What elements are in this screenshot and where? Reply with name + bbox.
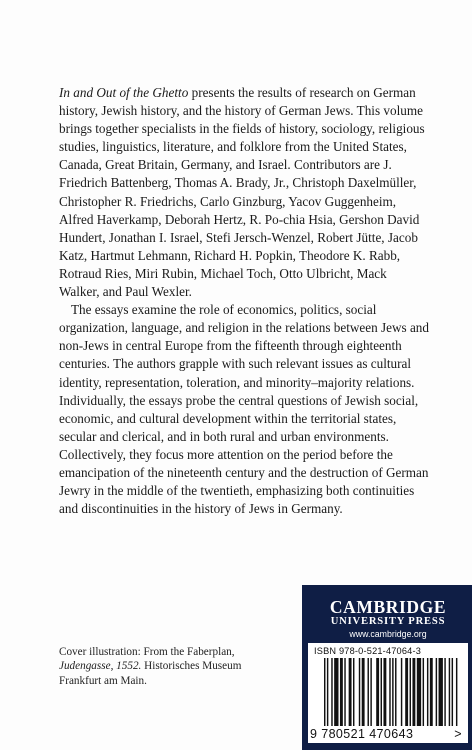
credit-rest: Historisches Museum Frankfurt am Main. [59,660,242,687]
credit-line-1: Cover illustration: From the Faberplan, [59,646,235,658]
cover-illustration-credit [59,645,269,688]
barcode-number: 9 780521 470643 [310,727,414,741]
book-title: In and Out of the Ghetto [59,85,189,100]
publisher-url: www.cambridge.org [349,629,427,639]
barcode-end-mark: > [454,727,462,741]
blurb-paragraph-2: The essays examine the role of economics, politics, social organization, language, and religion in the relations between Jews and non-Jews in central Europe from the fifteenth through eighteenth centuries. The authors grapple with such relevant issues as cultural identity, representation, toleration, and minority–majority relations. Individually, the essays probe the central questions of Jewish social, economic, and cultural development within the territorial states, secular and clerical, and in both rural and urban environments. Collectively, they focus more attention on the period before the emancipation of the nineteenth century and the destruction of German Jewry in the middle of the twentieth, emphasizing both continuities and discontinuities in the history of Jews in Germany. [59,302,429,517]
publisher-logo [310,598,470,640]
barcode-digits [310,727,466,741]
credit-italic-title: Judengasse, 1552. [59,660,142,673]
blurb-paragraph-1-text: presents the results of research on German history, Jewish history, and the history of German Jews. This volume brings together specialists in the fields of history, sociology, religious studies, linguistics, literature, and folklore from the United States, Canada, Great Britain, Germany, and Israel. Contributors are J. Friedrich Battenberg, Thomas A. Brady, Jr., Christoph Daxelmüller, Christopher R. Friedrichs, Carlo Ginzburg, Yacov Guggenheim, Alfred Haverkamp, Deborah Hertz, R. Po-chia Hsia, Gershon David Hundert, Jonathan I. Israel, Stefi Jersch-Wenzel, Robert Jütte, Jacob Katz, Hartmut Lehmann, Richard H. Popkin, Theodore K. Rabb, Rotraud Ries, Miri Rubin, Michael Toch, Otto Ulbricht, Mack Walker, and Paul Wexler. [59,85,425,300]
publisher-name: CAMBRIDGE [329,597,447,617]
back-cover-blurb [59,84,429,518]
barcode-icon [322,658,462,726]
publisher-subtitle: UNIVERSITY PRESS [330,616,446,627]
isbn-barcode-box [308,643,468,743]
blurb-paragraph-1 [59,84,429,301]
isbn-label: ISBN 978-0-521-47064-3 [314,646,422,656]
